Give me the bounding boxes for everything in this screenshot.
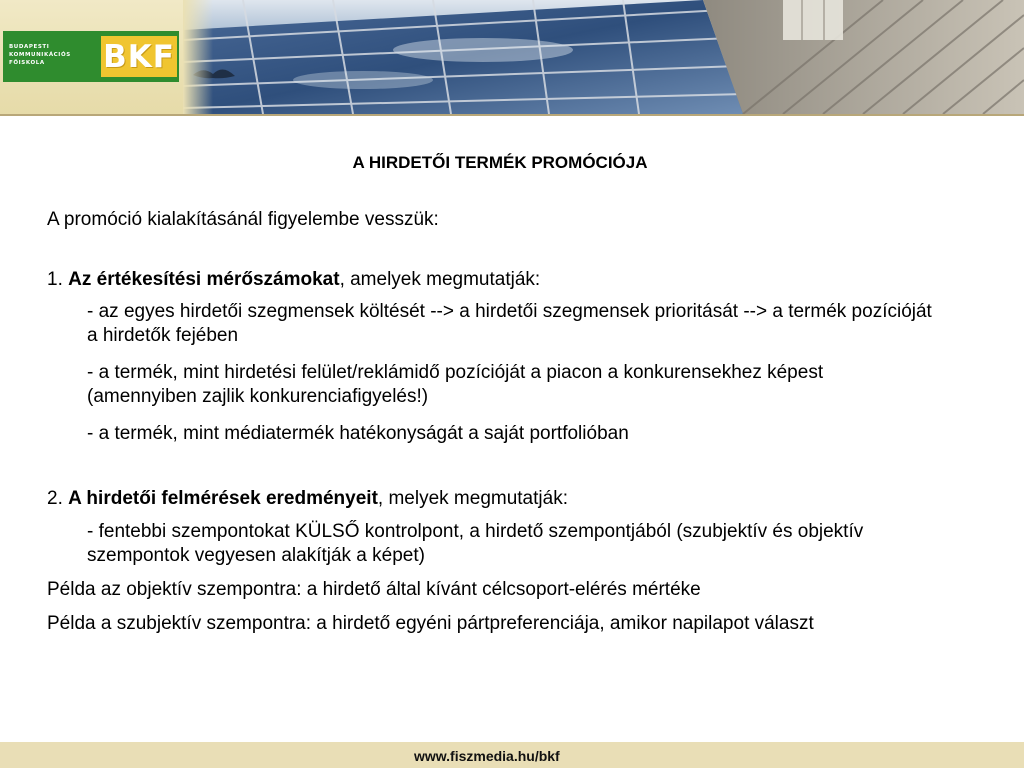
intro-text: A promóció kialakításánál figyelembe vesszük:: [47, 209, 439, 230]
section-1-heading: [47, 268, 937, 292]
section-2-bullet-1: - fentebbi szempontokat KÜLSŐ kontrolpont, a hirdető szempontjából (szubjektív és objektív szempontok vegyesen alakítják a képet): [87, 521, 864, 566]
section-1-bullet-3: - a termék, mint médiatermék hatékonyságát a saját portfolióban: [87, 423, 629, 444]
section-1-title: Az értékesítési mérőszámokat: [68, 269, 340, 290]
section-2-heading: [47, 487, 937, 511]
section-2-title: A hirdetői felmérések eredményeit: [68, 488, 378, 509]
section-1-number: 1.: [47, 269, 63, 290]
footer-bar: [0, 742, 1024, 768]
logo-school-name: BUDAPESTI KOMMUNIKÁCIÓS FŐISKOLA: [9, 44, 71, 66]
logo-panel: [0, 0, 183, 114]
header-rule: [0, 114, 1024, 116]
logo-mark: [101, 36, 177, 77]
slide-title: A HIRDETŐI TERMÉK PROMÓCIÓJA: [352, 153, 648, 172]
section-1-tail: , amelyek megmutatják:: [339, 269, 541, 290]
bkf-logo: [3, 31, 179, 82]
header-banner: [0, 0, 1024, 114]
section-2-number: 2.: [47, 488, 63, 509]
section-2-tail: , melyek megmutatják:: [377, 488, 568, 509]
example-subjective: Példa a szubjektív szempontra: a hirdető egyéni pártpreferenciája, amikor napilapot választ: [47, 613, 814, 634]
example-objective: Példa az objektív szempontra: a hirdető által kívánt célcsoport-elérés mértéke: [47, 579, 701, 600]
section-1-bullet-2: - a termék, mint hirdetési felület/reklámidő pozícióját a piacon a konkurensekhez képest (amennyiben zajlik konkurenciafigyelés!): [87, 362, 824, 407]
section-1-bullet-1: - az egyes hirdetői szegmensek költését --> a hirdetői szegmensek prioritását --> a termék pozícióját a hirdetők fejében: [87, 301, 932, 346]
logo-mark-text: BKF: [103, 38, 175, 75]
footer-url[interactable]: www.fiszmedia.hu/bkf: [414, 748, 560, 764]
building-photo: [183, 0, 1024, 114]
